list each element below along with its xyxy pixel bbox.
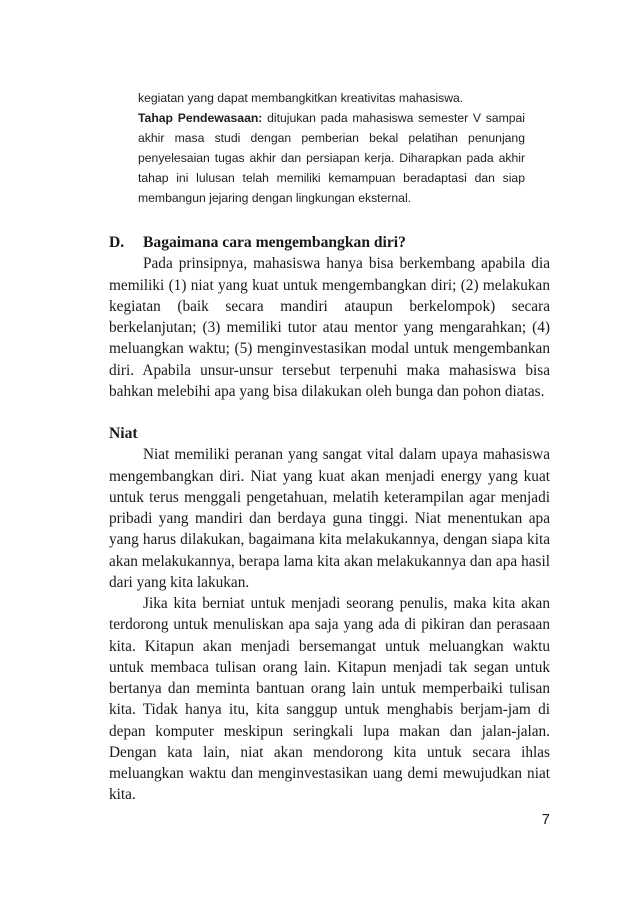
stage-paragraph	[138, 108, 525, 208]
section-title: Bagaimana cara mengembangkan diri?	[143, 234, 406, 251]
main-text	[109, 232, 550, 806]
continuation-line: kegiatan yang dapat membangkitkan kreativitas mahasiswa.	[138, 91, 464, 105]
spacer	[109, 402, 550, 423]
continuation-block	[138, 88, 525, 209]
subsection-paragraph-1: Niat memiliki peranan yang sangat vital dalam upaya mahasiswa mengembangkan diri. Niat yang kuat akan menjadi energy yang kuat untuk terus menggali pengetahuan, melatih keterampilan agar menjadi pribadi yang mandiri dan berdaya guna tinggi. Niat menentukan apa yang harus dilakukan, bagaimana kita melakukannya, dengan siapa kita akan melakukannya, berapa lama kita akan melakukannya dan apa hasil dari yang kita lakukan.	[109, 446, 550, 591]
stage-label: Tahap Pendewasaan:	[138, 111, 263, 126]
section-number: D.	[109, 234, 125, 251]
page-number: 7	[541, 811, 550, 828]
subsection-heading: Niat	[109, 425, 138, 442]
section-paragraph: Pada prinsipnya, mahasiswa hanya bisa berkembang apabila dia memiliki (1) niat yang kuat untuk mengembangkan diri; (2) melakukan kegiatan (baik secara mandiri ataupun berkelompok) secara berkelanjutan; (3) memiliki tutor atau mentor yang mengarahkan; (4) meluangkan waktu; (5) menginvestasikan modal untuk mengembankan diri. Apabila unsur-unsur tersebut terpenuhi maka mahasiswa bisa bahkan melebihi apa yang bisa dilakukan oleh bunga dan pohon diatas.	[109, 255, 550, 400]
section-heading	[109, 232, 550, 253]
subsection-paragraph-2: Jika kita berniat untuk menjadi seorang penulis, maka kita akan terdorong untuk menuliskan apa saja yang ada di pikiran dan perasaan kita. Kitapun akan menjadi bersemangat untuk meluangkan waktu untuk membaca tulisan orang lain. Kitapun menjadi tak segan untuk bertanya dan meminta bantuan orang lain untuk memperbaiki tulisan kita. Tidak hanya itu, kita sanggup untuk menghabis berjam-jam di depan komputer meskipun seringkali lupa makan dan jalan-jalan. Dengan kata lain, niat akan mendorong kita untuk secara ihlas meluangkan waktu dan menginvestasikan uang demi mewujudkan niat kita.	[109, 595, 550, 804]
stage-text: ditujukan pada mahasiswa semester V sampai akhir masa studi dengan pemberian bekal pelatihan penunjang penyelesaian tugas akhir dan persiapan kerja. Diharapkan pada akhir tahap ini lulusan telah memiliki kemampuan beradaptasi dan siap membangun jejaring dengan lingkungan eksternal.	[138, 111, 526, 206]
